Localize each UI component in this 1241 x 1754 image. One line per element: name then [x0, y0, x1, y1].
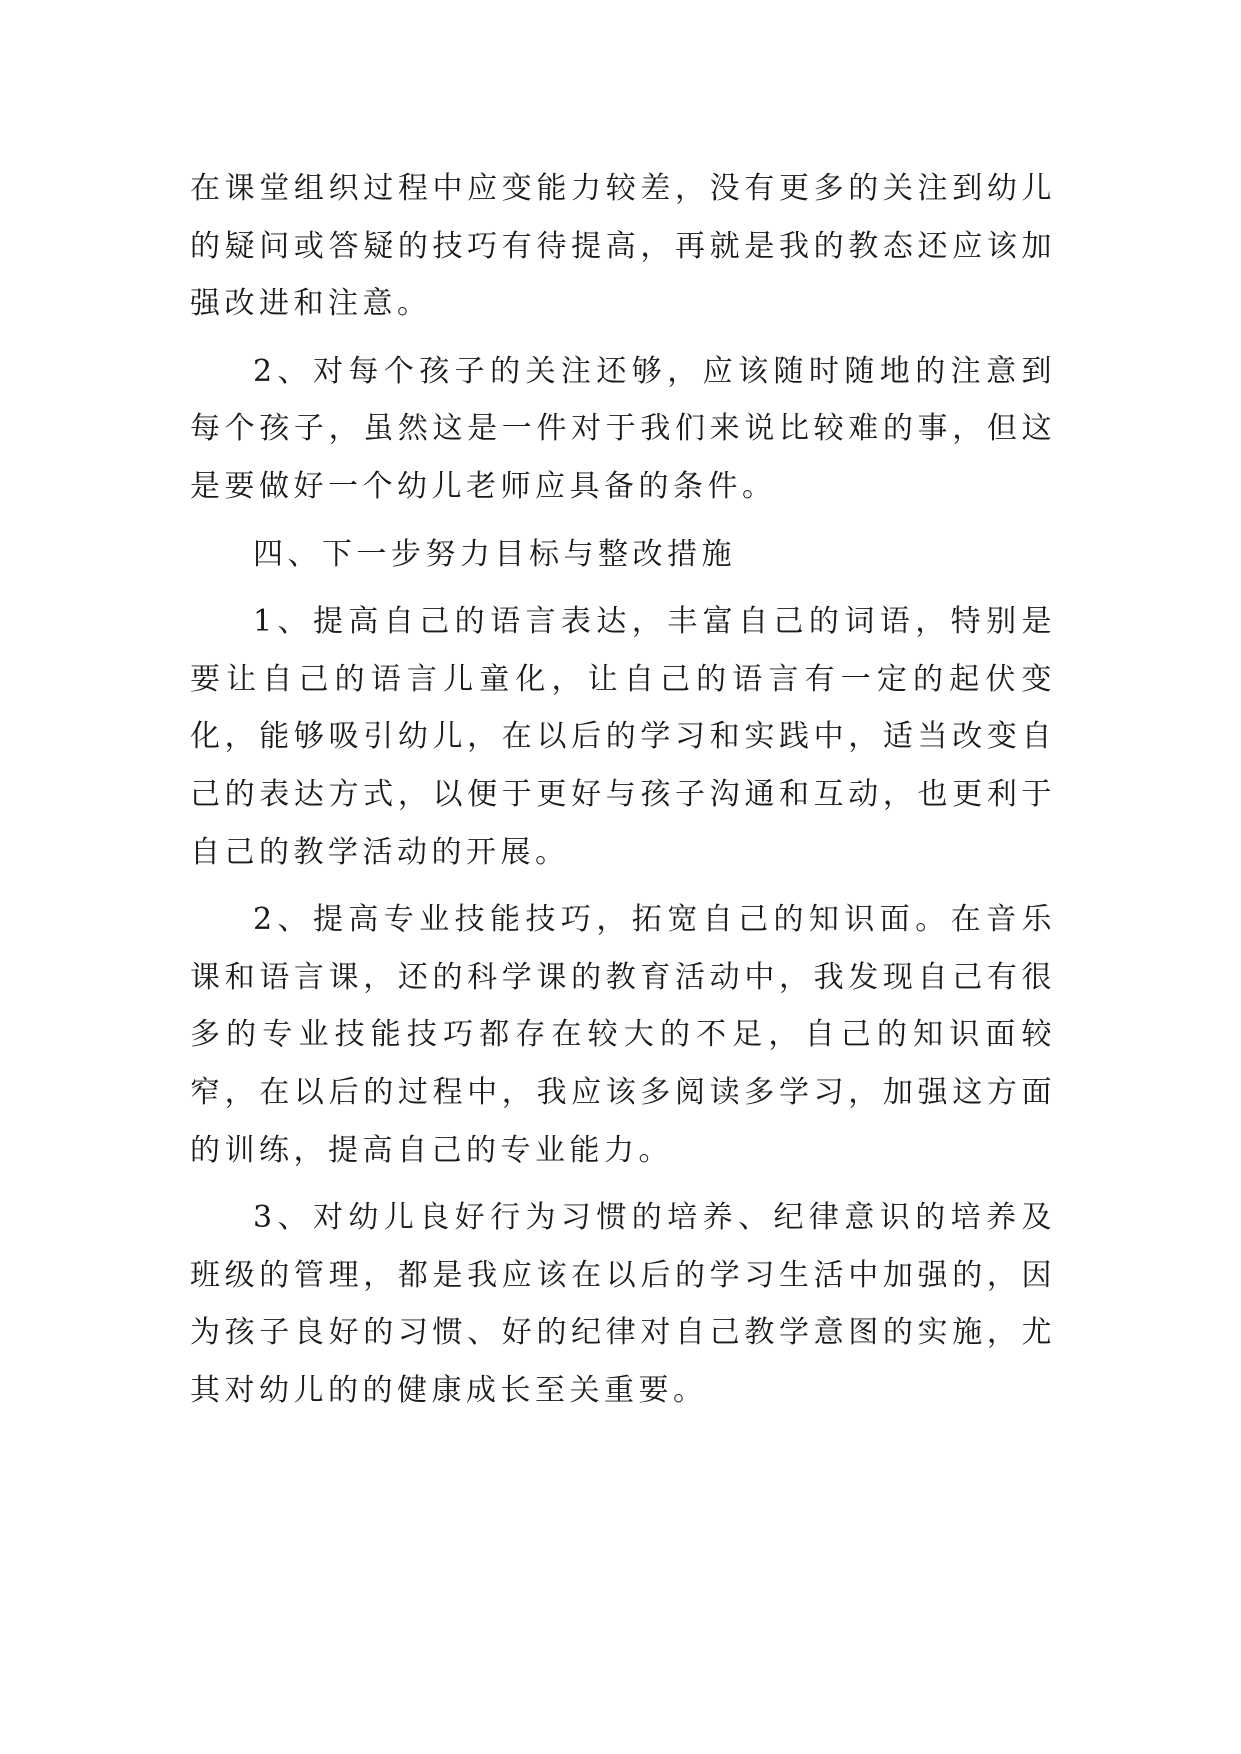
- paragraph-item-2-skills: 2、提高专业技能技巧，拓宽自己的知识面。在音乐课和语言课，还的科学课的教育活动中，我发现自己有很多的专业技能技巧都存在较大的不足，自己的知识面较窄，在以后的过程中，我应该多阅读多学习，加强这方面的训练，提高自己的专业能力。: [190, 902, 1056, 1168]
- paragraph-item-1-language: 1、提高自己的语言表达，丰富自己的词语，特别是要让自己的语言儿童化，让自己的语言有一定的起伏变化，能够吸引幼儿，在以后的学习和实践中，适当改变自己的表达方式，以便于更好与孩子沟通和互动，也更利于自己的教学活动的开展。: [190, 604, 1056, 870]
- paragraph-item-3-habits: 3、对幼儿良好行为习惯的培养、纪律意识的培养及班级的管理，都是我应该在以后的学习生活中加强的，因为孩子良好的习惯、好的纪律对自己教学意图的实施，尤其对幼儿的的健康成长至关重要。: [190, 1200, 1056, 1408]
- paragraph-continued: 在课堂组织过程中应变能力较差，没有更多的关注到幼儿的疑问或答疑的技巧有待提高，再就是我的教态还应该加强改进和注意。: [190, 171, 1056, 322]
- document-body: [190, 160, 1056, 1429]
- section-heading-next-steps: 四、下一步努力目标与整改措施: [253, 536, 736, 572]
- paragraph-item-2-attention: 2、对每个孩子的关注还够，应该随时随地的注意到每个孩子，虽然这是一件对于我们来说比较难的事，但这是要做好一个幼儿老师应具备的条件。: [190, 353, 1056, 504]
